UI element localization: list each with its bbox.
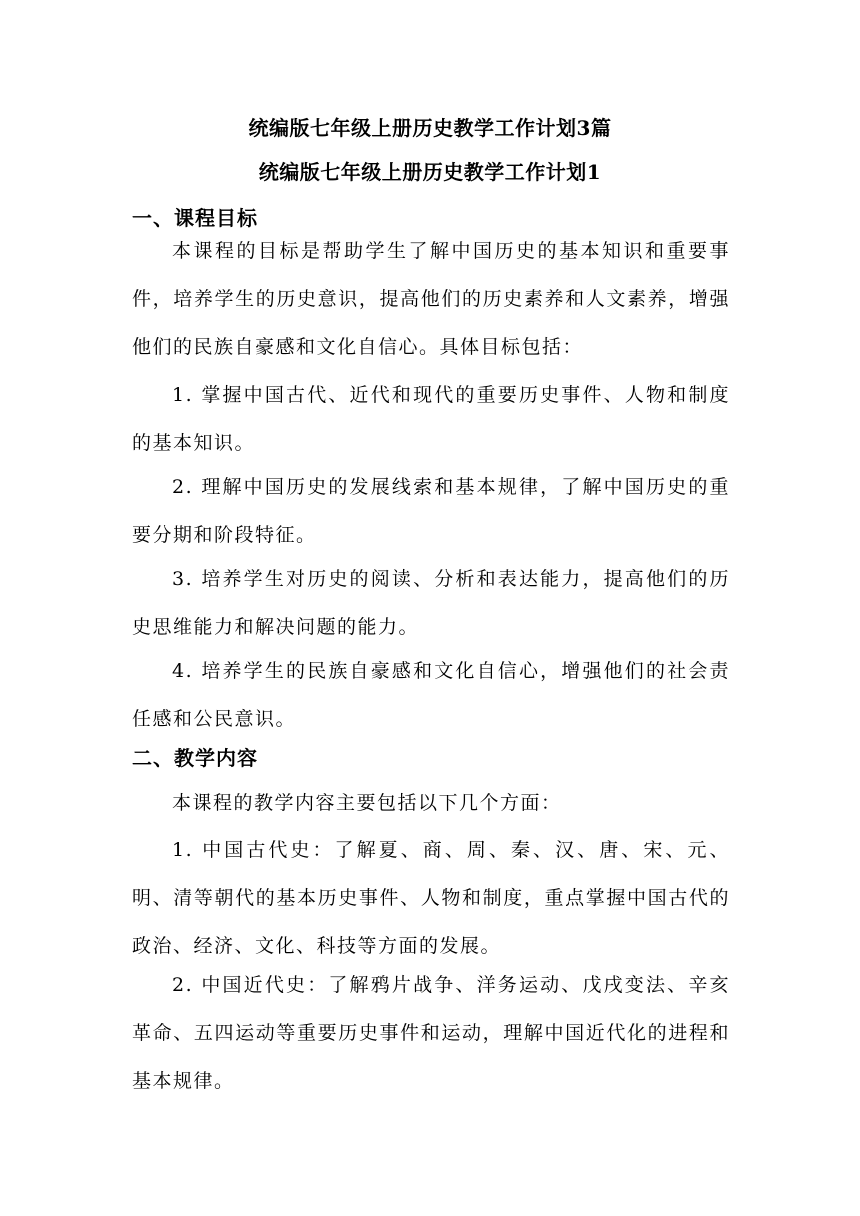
paragraph-goal-2: 2. 理解中国历史的发展线索和基本规律，了解中国历史的重要分期和阶段特征。 bbox=[132, 476, 730, 546]
paragraph-teaching-content-intro: 本课程的教学内容主要包括以下几个方面： bbox=[172, 792, 562, 814]
paragraph-course-goals-intro: 本课程的目标是帮助学生了解中国历史的基本知识和重要事件，培养学生的历史意识，提高他们的历史素养和人文素养，增强他们的民族自豪感和文化自信心。具体目标包括： bbox=[132, 240, 730, 358]
paragraph-goal-4: 4. 培养学生的民族自豪感和文化自信心，增强他们的社会责任感和公民意识。 bbox=[132, 660, 730, 730]
paragraph-goal-3: 3. 培养学生对历史的阅读、分析和表达能力，提高他们的历史思维能力和解决问题的能力。 bbox=[132, 568, 730, 638]
section-heading-teaching-content: 二、教学内容 bbox=[132, 746, 258, 770]
paragraph-goal-1: 1. 掌握中国古代、近代和现代的重要历史事件、人物和制度的基本知识。 bbox=[132, 384, 730, 454]
document-subtitle: 统编版七年级上册历史教学工作计划1 bbox=[258, 160, 602, 184]
paragraph-modern-history: 2. 中国近代史：了解鸦片战争、洋务运动、戊戌变法、辛亥革命、五四运动等重要历史事件和运动，理解中国近代化的进程和基本规律。 bbox=[132, 974, 730, 1092]
document-title: 统编版七年级上册历史教学工作计划3篇 bbox=[248, 116, 612, 140]
section-heading-course-goals: 一、课程目标 bbox=[132, 206, 258, 230]
paragraph-ancient-history: 1. 中国古代史：了解夏、商、周、秦、汉、唐、宋、元、明、清等朝代的基本历史事件、人物和制度，重点掌握中国古代的政治、经济、文化、科技等方面的发展。 bbox=[132, 839, 730, 957]
